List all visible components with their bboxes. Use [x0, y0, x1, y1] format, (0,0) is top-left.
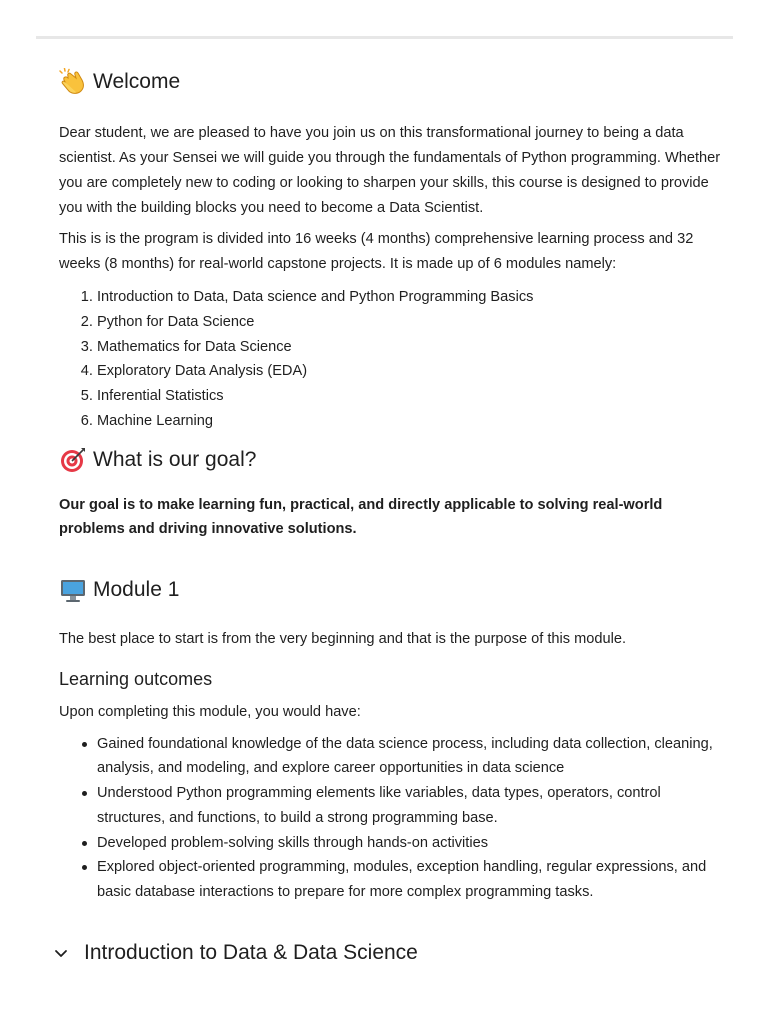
toggle-introduction[interactable]	[52, 938, 418, 968]
top-divider	[36, 36, 733, 39]
list-item: 3. Mathematics for Data Science	[97, 335, 729, 360]
desktop-computer-icon	[59, 576, 87, 604]
chevron-down-icon[interactable]	[52, 944, 70, 962]
welcome-heading	[59, 68, 729, 96]
outcomes-list	[59, 732, 729, 905]
goal-heading	[59, 446, 729, 474]
target-icon	[59, 446, 87, 474]
list-item: Understood Python programming elements like variables, data types, operators, control structures, and functions, to build a strong programming base.	[97, 781, 729, 830]
list-item: 4. Exploratory Data Analysis (EDA)	[97, 359, 729, 384]
list-item: Developed problem-solving skills through hands-on activities	[97, 831, 729, 856]
page-content	[59, 60, 729, 905]
list-item: Gained foundational knowledge of the data science process, including data collection, cleaning, analysis, and modeling, and explore career opportunities in data science	[97, 732, 729, 781]
list-item: Explored object-oriented programming, modules, exception handling, regular expressions, and basic database interactions to prepare for more complex programming tasks.	[97, 855, 729, 904]
welcome-intro: Dear student, we are pleased to have you join us on this transformational journey to being a data scientist. As your Sensei we will guide you through the fundamentals of Python programming. Whether you are completely new to coding or looking to sharpen your skills, this course is designed to provide you with the building blocks you need to become a Data Scientist.	[59, 125, 721, 216]
goal-title: What is our goal?	[93, 447, 257, 471]
list-item: 5. Inferential Statistics	[97, 384, 729, 409]
list-item: 6. Machine Learning	[97, 409, 729, 434]
welcome-title: Welcome	[93, 70, 181, 93]
list-item: 2. Python for Data Science	[97, 310, 729, 335]
modules-list	[59, 285, 729, 434]
goal-statement: Our goal is to make learning fun, practical, and directly applicable to solving real-world problems and driving innovative solutions.	[59, 496, 663, 537]
clapping-hands-icon	[59, 68, 87, 96]
module-heading	[59, 576, 729, 604]
program-description: This is is the program is divided into 16 weeks (4 months) comprehensive learning process and 32 weeks (8 months) for real-world capstone projects. It is made up of 6 modules namely:	[59, 231, 694, 272]
module-title: Module 1	[93, 577, 180, 601]
toggle-title[interactable]: Introduction to Data & Data Science	[84, 941, 418, 964]
module-description: The best place to start is from the very beginning and that is the purpose of this module.	[59, 630, 627, 647]
outcomes-intro: Upon completing this module, you would have:	[59, 703, 361, 720]
learning-outcomes-heading: Learning outcomes	[59, 668, 213, 689]
list-item: 1. Introduction to Data, Data science and Python Programming Basics	[97, 285, 729, 310]
